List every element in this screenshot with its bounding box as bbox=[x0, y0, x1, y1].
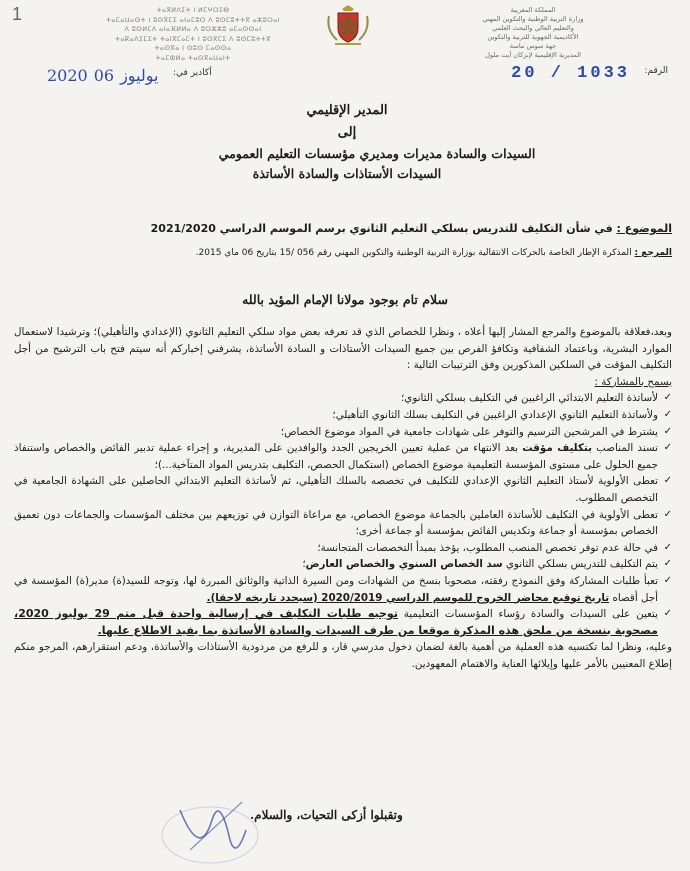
header-right-line: المديرية الإقليمية لإنزكان أيت ملول bbox=[485, 51, 581, 59]
header-right-line: والتعليم العالي والبحث العلمي bbox=[492, 24, 574, 32]
page-number: 1 bbox=[12, 4, 23, 24]
list-item: ✓ يتم التكليف للتدريس بسلكي الثانوي سد الخصاص السنوي والخصاص العارض؛ bbox=[14, 556, 672, 573]
subject-label: الموضوع : bbox=[616, 222, 672, 235]
date-label: أكادير في: bbox=[173, 68, 212, 78]
list-item: ✓ تعطى الأولوية في التكليف للأساتذة العاملين بالجماعة موضوع الخصاص، مع مراعاة التوازن في توزيعهم بين مختلف المؤسسات والجماعات دون تعميق الخصاص بمؤسسة أو جماعة وتكديس الفائض بمؤسسة أو جماعة أخرى؛ bbox=[14, 508, 672, 538]
closing-salutation: وتقبلوا أزكى التحيات، والسلام. bbox=[250, 808, 403, 822]
header-left-tifinagh bbox=[78, 6, 308, 63]
intro-paragraph: وبعد،فعلاقة بالموضوع والمرجع المشار إليها أعلاه ، ونظرا للخصاص الذي قد تعرفه بعض مواد سلكي التعليم الثانوي (الإعدادي والتأهيلي)؛ وترشيدا لاستعمال الموارد البشرية، وباعتماد الشفافية وتكافؤ الفرص بين جميع السيدات الأستاذات و السادة الأساتذة، يشرفني إخباركم أنه سيتم فتح باب الترشيح من أجل التكليف المؤقت في السلكين المذكورين وفق الترتيبات التالية : bbox=[14, 326, 672, 372]
coat-of-arms-icon bbox=[323, 2, 373, 46]
closing-paragraph: وعليه، ونظرا لما تكتسيه هذه العملية من أهمية بالغة لضمان دخول مدرسي قار، و للرفع من مردودية الأستاذات والأساتذة، ودعم استقرارهم، المرجو منكم إطلاع المعنيين بالأمر عليها وإيلائها العناية والاهتمام المعهودين. bbox=[14, 641, 672, 670]
check-icon: ✓ bbox=[663, 508, 672, 520]
recipients-line-2: السيدات الأستاذات والسادة الأساتذة bbox=[252, 166, 442, 181]
conditions-list bbox=[14, 390, 672, 639]
list-item: ✓ ولأساتذة التعليم الثانوي الإعدادي الراغبين في التكليف بسلك الثانوي التأهيلي؛ bbox=[14, 407, 672, 424]
recipients-line-1: السيدات والسادة مديرات ومديري مؤسسات التعليم العمومي bbox=[218, 146, 536, 161]
greeting: سلام تام بوجود مولانا الإمام المؤيد بالله bbox=[242, 292, 448, 307]
header-left-line: ⴷ ⵓⵙⵍⵎⴷ ⴰⵏⴰⴼⵍⵍⴰ ⴷ ⵓⵔⵣⵣⵓ ⴰⵎⴰⵙⵙⴰⵏ bbox=[124, 25, 262, 33]
header-right-line: وزارة التربية الوطنية والتكوين المهني bbox=[482, 15, 584, 23]
list-item: ✓ تعبأ طلبات المشاركة وفق النموذج رفقته، مصحوبا بنسخ من الشهادات ومن السيرة الذاتية والوثائق المبررة لها، وتوجه للسيد(ة) مدير(ة) المؤسسة في أجل أقصاه تاريخ توقيع محاضر الخروج للموسم الدراسي 2020/2019 (سيحدد تاريخه لاحقا). bbox=[14, 574, 672, 604]
list-item: ✓ يشترط في المرشحين الترسيم والتوفر على شهادات جامعية في المواد موضوع الخصاص؛ bbox=[14, 424, 672, 441]
subject-text: في شأن التكليف للتدريس بسلكي التعليم الثانوي برسم الموسم الدراسي 2021/2020 bbox=[150, 222, 617, 235]
letter-body bbox=[14, 324, 672, 672]
check-icon: ✓ bbox=[663, 425, 672, 437]
check-icon: ✓ bbox=[663, 558, 672, 570]
check-icon: ✓ bbox=[663, 574, 672, 586]
header-right-line: الأكاديمية الجهوية للتربية والتكوين bbox=[487, 33, 579, 41]
sender: المدير الإقليمي bbox=[306, 103, 388, 118]
header-right-line: جهة سوس ماسة bbox=[509, 42, 557, 50]
header-left-line: ⵜⴰⵎⴰⵡⴰⵙⵜ ⵏ ⵓⵙⴳⵎⵉ ⴰⵏⴰⵎⵓⵔ ⴷ ⵓⵙⵎⵓⵜⵜⴳ ⴰⵣⵓⵔⴰⵏ bbox=[106, 15, 280, 24]
date-value bbox=[44, 66, 162, 85]
header-left-line: ⵜⴰⵎⵀⵍⴰ ⵜⴰⵙⴳⴰⵡⴰⵏⵜ bbox=[155, 53, 231, 62]
check-icon: ✓ bbox=[663, 608, 672, 620]
reference-number: 20 / 1033 bbox=[511, 64, 630, 83]
check-icon: ✓ bbox=[663, 541, 672, 553]
to-word: إلى bbox=[337, 125, 357, 140]
reference-line-label: المرجع : bbox=[634, 248, 672, 258]
header-right-line: المملكة المغربية bbox=[510, 6, 556, 14]
date-year: 2020 bbox=[47, 66, 88, 85]
header-left-line: ⵜⴰⴳⵍⴷⵉⵜ ⵏ ⵍⵎⵖⵔⵉⴱ bbox=[156, 6, 230, 14]
reference-label: الرقم: bbox=[644, 66, 668, 76]
check-icon: ✓ bbox=[663, 408, 672, 420]
reference-line bbox=[196, 248, 672, 258]
subject-line bbox=[151, 222, 672, 235]
list-item: ✓ تسند المناصب بتكليف مؤقت بعد الانتهاء من عملية تعيين الخريجين الجدد والوافدين على المديرية، و إجراء عملية تدبير الفائض والخصاص واستنفاذ جميع الحلول على مستوى المؤسسة التعليمية موضوع الخصاص (استكمال الحصص، التكليف بتدريس المواد المتآخية...)؛ bbox=[14, 442, 672, 471]
list-item: ✓ يتعين على السيدات والسادة رؤساء المؤسسات التعليمية توجيه طلبات التكليف في إرسالية واحدة قبل متم 29 يوليوز 2020، مصحوبة بنسخة من ملحق هذه المذكرة موقعا من طرف السيدات والسادة الأساتذة بما يفيد الاطلاع عليها. bbox=[14, 607, 672, 637]
date-month: يوليوز bbox=[120, 66, 159, 85]
reference-line-text: المذكرة الإطار الخاصة بالحركات الانتقالية بوزارة التربية الوطنية والتكوين المهني رقم 056 /15 بتاريخ 06 ماي 2015. bbox=[195, 248, 635, 258]
list-item: ✓ تعطى الأولوية لأستاذ التعليم الثانوي الإعدادي للتكليف في تخصصه بالسلك التأهيلي، ثم لأساتذة التعليم الابتدائي الحاصلين على الشهادة الجامعية في التخصص المطلوب. bbox=[14, 475, 672, 504]
check-icon: ✓ bbox=[663, 475, 672, 487]
header-right bbox=[428, 6, 638, 60]
header-left-line: ⵜⴰⵙⴳⴰ ⵏ ⵙⵓⵙ ⵎⴰⵙⵙⴰ bbox=[154, 44, 232, 52]
header-left-line: ⵜⴰⴽⴰⴷⵉⵎⵉⵜ ⵜⴰⵏⴳⵎⴰⵎⵜ ⵏ ⵓⵙⴳⵎⵉ ⴷ ⵓⵙⵎⵓⵜⵜⴳ bbox=[115, 34, 271, 43]
list-item: ✓ لأساتذة التعليم الابتدائي الراغبين في التكليف بسلكي الثانوي؛ bbox=[14, 390, 672, 407]
check-icon: ✓ bbox=[663, 442, 672, 454]
date-day: 06 bbox=[93, 66, 115, 85]
check-icon: ✓ bbox=[663, 392, 672, 404]
allowed-heading: يسمح بالمشاركة : bbox=[594, 375, 672, 388]
list-item: ✓ في حالة عدم توفر تخصص المنصب المطلوب، يؤخذ بمبدأ التخصصات المتجانسة؛ bbox=[14, 540, 672, 557]
signature-stamp-icon bbox=[150, 780, 270, 870]
address-block bbox=[192, 100, 536, 184]
